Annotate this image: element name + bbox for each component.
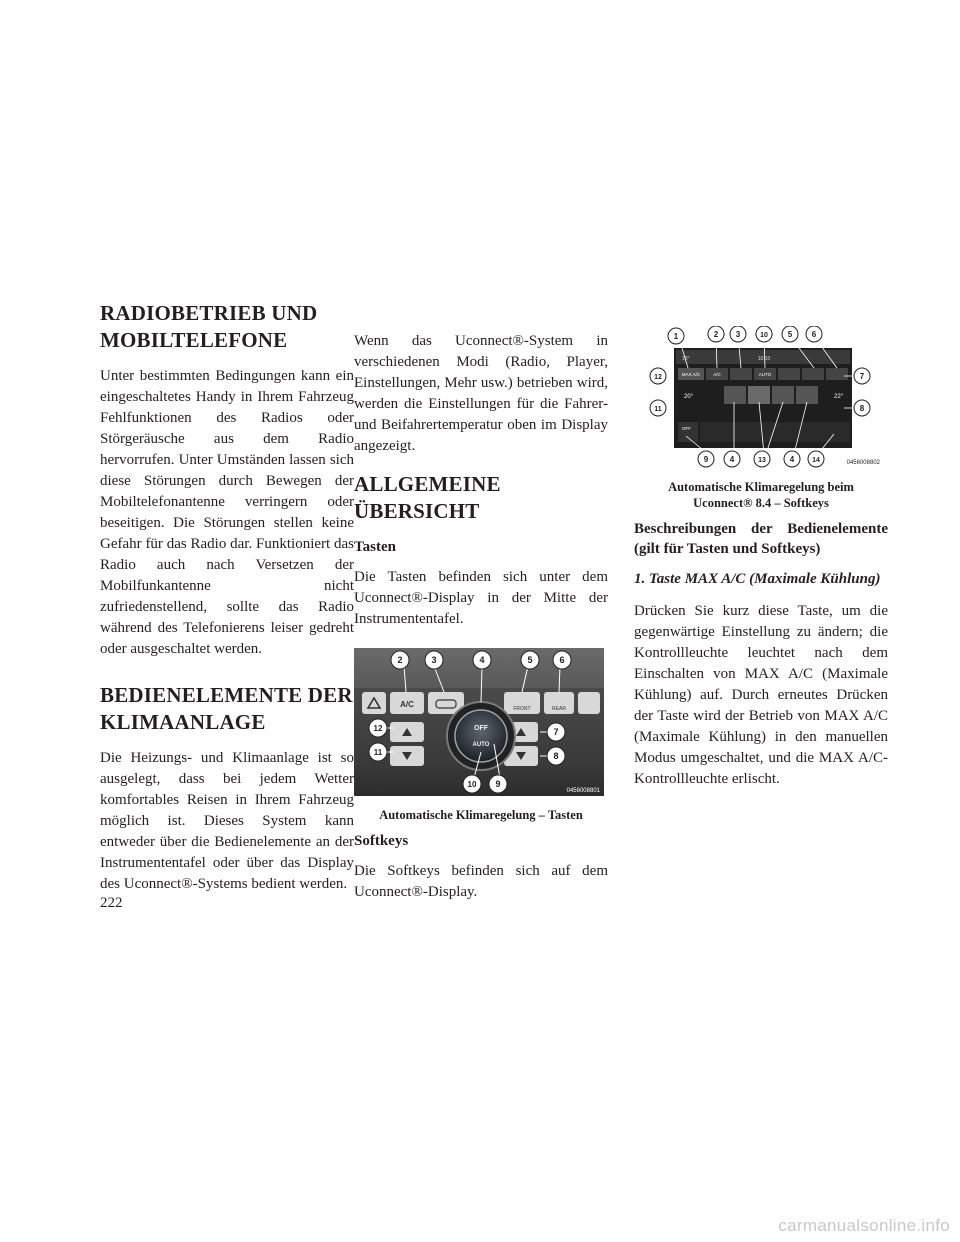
label-2: 2 (397, 655, 403, 665)
screen-off: OFF (682, 426, 691, 431)
screen-ac: A/C (713, 372, 721, 377)
right-column (634, 328, 888, 804)
screen-auto: AUTO (758, 372, 772, 377)
softkey-label-8: 8 (859, 404, 865, 413)
left-column (100, 300, 354, 909)
softkey-label-4b: 4 (789, 455, 795, 464)
softkey-label-9: 9 (703, 455, 709, 464)
ac-button-label: A/C (400, 700, 414, 709)
climate-buttons-figure (354, 648, 604, 796)
paragraph-max-ac: Drücken Sie kurz diese Taste, um die gegenwärtige Einstellung zu ändern; die Kontrollleuchte leuchtet nach dem Einschalten von MAX A/C (Maximale Kühlung) auf. Durch erneutes Drücken der Taste wird der Betrieb von MAX A/C (Maximale Kühlung) in den manuellen Modus umgeschaltet, und die MAX A/C-Kontrollleuchte erlischt. (634, 603, 888, 787)
softkey-label-2: 2 (713, 330, 719, 339)
figure-caption-softkeys-line2: Uconnect® 8.4 – Softkeys (693, 496, 829, 510)
auto-button-label: AUTO (472, 742, 490, 748)
label-11: 11 (373, 748, 383, 757)
paragraph-uconnect-modes: Wenn das Uconnect®-System in verschiedenen Modi (Radio, Player, Einstellungen, Mehr usw.) betrieben wird, werden die Einstellungen für die Fahrer- und Beifahrertemperatur oben im Display angezeigt. (354, 333, 608, 454)
figure-code: 0456008801 (566, 788, 600, 794)
paragraph-softkeys: Die Softkeys befinden sich auf dem Uconnect®-Display. (354, 863, 608, 900)
softkey-label-6: 6 (811, 330, 817, 339)
label-10: 10 (467, 780, 477, 789)
screen-temp-left: 20° (684, 394, 694, 400)
page-number: 222 (100, 895, 123, 911)
subheading-buttons: Tasten (354, 539, 396, 555)
figure-code-softkeys: 0456008802 (846, 460, 880, 466)
softkey-label-1: 1 (673, 332, 679, 341)
subheading-softkeys: Softkeys (354, 833, 409, 849)
softkeys-figure (634, 326, 884, 468)
section-heading-overview: ALLGEMEINE ÜBERSICHT (354, 472, 501, 523)
softkey-label-12: 12 (654, 374, 662, 381)
off-button-label: OFF (474, 725, 488, 732)
screen-max-ac: MAX A/C (681, 372, 701, 377)
figure-caption-softkeys (634, 479, 888, 511)
figure-caption-buttons: Automatische Klimaregelung – Tasten (379, 808, 583, 822)
screen-temp-right: 22° (834, 394, 844, 400)
softkey-label-10: 10 (760, 332, 768, 339)
label-6: 6 (559, 655, 565, 665)
label-4: 4 (479, 655, 485, 665)
paragraph-climate: Die Heizungs- und Klimaanlage ist so ausgelegt, dass bei jedem Wetter komfortables Reisen in Ihrem Fahrzeug möglich ist. Dieses System kann entweder über die Bedienelemente an der Instrumententafel oder über das Display des Uconnect®-Systems bedient werden. (100, 750, 354, 892)
softkey-label-4a: 4 (729, 455, 735, 464)
figure-caption-softkeys-line1: Automatische Klimaregelung beim (668, 480, 854, 494)
softkey-label-7: 7 (859, 372, 865, 381)
label-9: 9 (495, 779, 501, 789)
section-heading-climate: BEDIENELEMENTE DER KLIMAANLAGE (100, 683, 353, 734)
front-button-label: FRONT (513, 706, 531, 712)
label-3: 3 (431, 655, 437, 665)
watermark: carmanualsonline.info (778, 1216, 950, 1235)
section-heading-radio: RADIOBETRIEB UND MOBILTELEFONE (100, 301, 318, 352)
label-7: 7 (553, 727, 559, 737)
label-12: 12 (373, 724, 383, 733)
softkey-label-3: 3 (735, 330, 741, 339)
label-8: 8 (553, 751, 559, 761)
softkey-label-11: 11 (654, 406, 662, 413)
subheading-descriptions: Beschreibungen der Bedienelemente (gilt für Tasten und Softkeys) (634, 521, 888, 557)
svg-text:18°: 18° (682, 356, 690, 362)
softkey-label-13: 13 (758, 457, 766, 464)
screen-time: 10:10 (757, 356, 771, 362)
item-title-max-ac: 1. Taste MAX A/C (Maximale Kühlung) (634, 571, 881, 587)
softkey-label-14: 14 (812, 457, 820, 464)
label-5: 5 (527, 655, 533, 665)
softkey-label-5: 5 (787, 330, 793, 339)
paragraph-radio: Unter bestimmten Bedingungen kann ein eingeschaltetes Handy in Ihrem Fahrzeug Fehlfunktionen des Radios oder Störgeräusche aus dem Radio hervorrufen. Unter Umständen lassen sich diese Störungen durch Bewegen der Mobiltelefonantenne verringern oder beseitigen. Die Störungen stellen keine Gefahr für das Radio dar. Funktioniert das Radio auch nach Versetzen der Mobilfunkantenne nicht zufriedenstellend, sollte das Radio während des Telefonierens leiser gedreht oder ausgeschaltet werden. (100, 368, 354, 657)
paragraph-buttons: Die Tasten befinden sich unter dem Uconnect®-Display in der Mitte der Instrumententafel. (354, 569, 608, 627)
rear-button-label: REAR (552, 706, 566, 712)
middle-column (354, 331, 608, 917)
